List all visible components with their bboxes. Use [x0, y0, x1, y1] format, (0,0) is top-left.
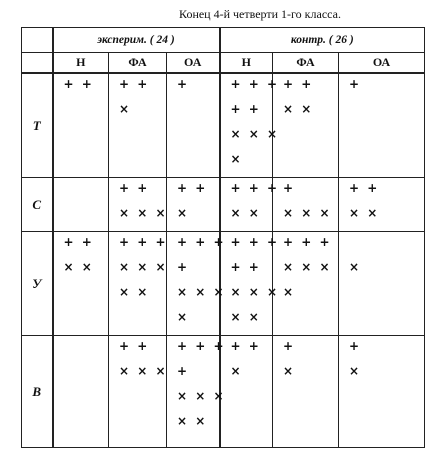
table-cell — [339, 73, 425, 178]
mark-group: × × × — [177, 389, 226, 403]
table-cell — [220, 232, 280, 336]
table-cell — [273, 178, 339, 232]
row-label: У — [22, 232, 53, 336]
mark-group: + + + — [119, 235, 168, 249]
table-cell — [167, 73, 220, 178]
mark-group: × × × — [230, 127, 280, 141]
mark-group: × — [119, 102, 132, 116]
table-cell — [339, 336, 425, 448]
corner-cell — [22, 28, 53, 53]
mark-group: × × — [230, 310, 261, 324]
mark-group: + + — [119, 181, 150, 195]
table-cell — [167, 336, 226, 448]
mark-group: + + + — [230, 181, 280, 195]
row-label: С — [22, 178, 53, 232]
group-header-control: контр. ( 26 ) — [220, 28, 425, 53]
table-title: Конец 4-й четверти 1-го класса. — [179, 7, 341, 21]
mark-group: × — [230, 364, 243, 378]
column-header: Н — [53, 53, 109, 74]
mark-group: + — [349, 339, 362, 353]
mark-group: + + + — [230, 77, 280, 91]
column-header: ФА — [273, 53, 339, 74]
table-cell — [53, 73, 109, 178]
mark-group: + + — [119, 77, 150, 91]
row-label: В — [22, 336, 53, 448]
table-cell — [273, 73, 339, 178]
mark-group: × — [283, 364, 296, 378]
table-cell — [109, 73, 167, 178]
mark-group: × — [177, 310, 190, 324]
mark-group: + + + — [230, 235, 280, 249]
mark-group: + — [283, 181, 296, 195]
mark-group: + — [349, 77, 362, 91]
column-header: ОА — [339, 53, 425, 74]
column-header: ОА — [167, 53, 220, 74]
mark-group: × — [349, 260, 362, 274]
mark-group: × × × — [177, 285, 226, 299]
table-cell — [220, 178, 280, 232]
corner-cell — [22, 53, 53, 74]
group-header-row — [22, 28, 425, 53]
table-cell — [53, 232, 109, 336]
mark-group: + + — [230, 260, 261, 274]
table-row — [22, 336, 425, 448]
mark-group: × — [177, 206, 190, 220]
table-cell — [53, 178, 109, 232]
table-cell — [339, 178, 425, 232]
table-cell — [220, 73, 280, 178]
mark-group: + + — [63, 235, 94, 249]
table-cell — [109, 178, 167, 232]
mark-group: × × × — [119, 364, 168, 378]
table-cell — [167, 178, 220, 232]
mark-group — [349, 235, 424, 260]
mark-group: + + — [230, 102, 261, 116]
column-header: Н — [220, 53, 273, 74]
table-cell — [109, 232, 167, 336]
mark-group: + + — [63, 77, 94, 91]
table-cell — [167, 232, 226, 336]
mark-group: × × — [177, 414, 208, 428]
row-label: Т — [22, 73, 53, 178]
mark-group: + + — [230, 339, 261, 353]
table-cell — [109, 336, 167, 448]
table-row — [22, 178, 425, 232]
mark-group: × — [283, 285, 296, 299]
mark-group: + — [177, 364, 190, 378]
mark-group: × × — [119, 285, 150, 299]
mark-group: + + + — [177, 235, 226, 249]
table-cell — [339, 232, 425, 336]
table-cell — [220, 336, 273, 448]
mark-group: × × — [283, 102, 314, 116]
mark-group: + + — [177, 181, 208, 195]
group-header-experimental: эксперим. ( 24 ) — [53, 28, 220, 53]
mark-group: × × × — [119, 206, 168, 220]
mark-group: × — [349, 364, 362, 378]
mark-group: × × × — [283, 206, 332, 220]
mark-group: × × — [230, 206, 261, 220]
results-table — [21, 27, 425, 448]
column-header-row — [22, 53, 425, 74]
mark-group: × × — [349, 206, 380, 220]
mark-group: × × — [63, 260, 94, 274]
table-row — [22, 73, 425, 178]
mark-group: + + — [119, 339, 150, 353]
mark-group: + + + — [283, 235, 332, 249]
mark-group: × — [230, 152, 243, 166]
mark-group: + — [177, 260, 190, 274]
table-cell — [273, 336, 339, 448]
mark-group: + + + — [177, 339, 226, 353]
mark-group: × × × — [283, 260, 332, 274]
table-cell — [53, 336, 109, 448]
table-row — [22, 232, 425, 336]
mark-group: + + — [349, 181, 380, 195]
mark-group: + + — [283, 77, 314, 91]
mark-group: × × × — [230, 285, 280, 299]
mark-group: + — [283, 339, 296, 353]
column-header: ФА — [109, 53, 167, 74]
table-cell — [273, 232, 339, 336]
mark-group: + — [177, 77, 190, 91]
mark-group: × × × — [119, 260, 168, 274]
